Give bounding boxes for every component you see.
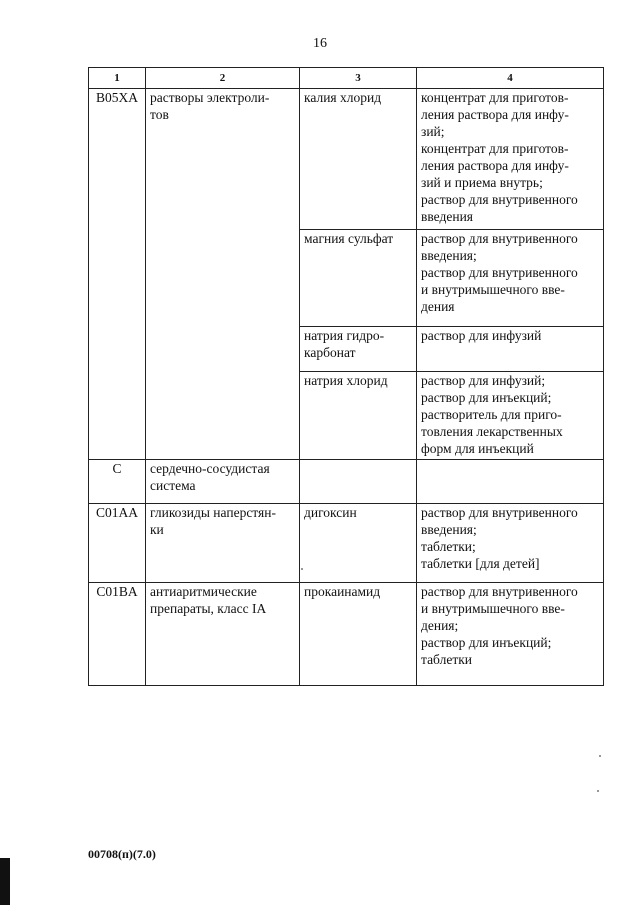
dosage-forms-cell: раствор для внутривенного введения; раствор для внутривенного и внутримышечного вве- дения — [417, 230, 604, 327]
scan-speck — [301, 568, 303, 570]
column-header-4: 4 — [417, 68, 604, 89]
table-row — [89, 460, 604, 504]
table-body — [89, 89, 604, 686]
atc-group-cell: растворы электроли- тов — [146, 89, 300, 460]
scan-edge-mark — [0, 858, 10, 905]
column-header-1: 1 — [89, 68, 146, 89]
table-row — [89, 583, 604, 686]
atc-code-cell: B05XA — [89, 89, 146, 460]
dosage-forms-cell: концентрат для приготов- ления раствора для инфу- зий; концентрат для приготов- ления раствора для инфу- зий и приема внутрь; раствор для внутривенного введения — [417, 89, 604, 230]
drug-name-cell: прокаинамид — [300, 583, 417, 686]
atc-group-cell: антиаритмические препараты, класс IA — [146, 583, 300, 686]
table-row — [89, 89, 604, 230]
column-header-2: 2 — [146, 68, 300, 89]
drug-name-cell — [300, 460, 417, 504]
atc-group-cell: сердечно-сосудистая система — [146, 460, 300, 504]
drug-name-cell: калия хлорид — [300, 89, 417, 230]
atc-code-cell: C01BA — [89, 583, 146, 686]
dosage-forms-cell — [417, 460, 604, 504]
drug-name-cell: магния сульфат — [300, 230, 417, 327]
drug-name-cell: натрия хлорид — [300, 372, 417, 460]
atc-code-cell: C01AA — [89, 504, 146, 583]
drug-table — [88, 67, 604, 686]
scan-speck — [599, 755, 601, 757]
page-number: 16 — [313, 36, 327, 51]
scan-speck — [597, 790, 599, 792]
column-header-3: 3 — [300, 68, 417, 89]
header-row — [89, 68, 604, 89]
dosage-forms-cell: раствор для внутривенного и внутримышечного вве- дения; раствор для инъекций; таблетки — [417, 583, 604, 686]
atc-group-cell: гликозиды наперстян- ки — [146, 504, 300, 583]
dosage-forms-cell: раствор для инфузий — [417, 327, 604, 372]
dosage-forms-cell: раствор для инфузий; раствор для инъекций; растворитель для приго- товления лекарственных форм для инъекций — [417, 372, 604, 460]
atc-code-cell: C — [89, 460, 146, 504]
table-row — [89, 504, 604, 583]
dosage-forms-cell: раствор для внутривенного введения; таблетки; таблетки [для детей] — [417, 504, 604, 583]
drug-name-cell: натрия гидро- карбонат — [300, 327, 417, 372]
footer-doc-code: 00708(п)(7.0) — [88, 847, 156, 861]
drug-name-cell: дигоксин — [300, 504, 417, 583]
